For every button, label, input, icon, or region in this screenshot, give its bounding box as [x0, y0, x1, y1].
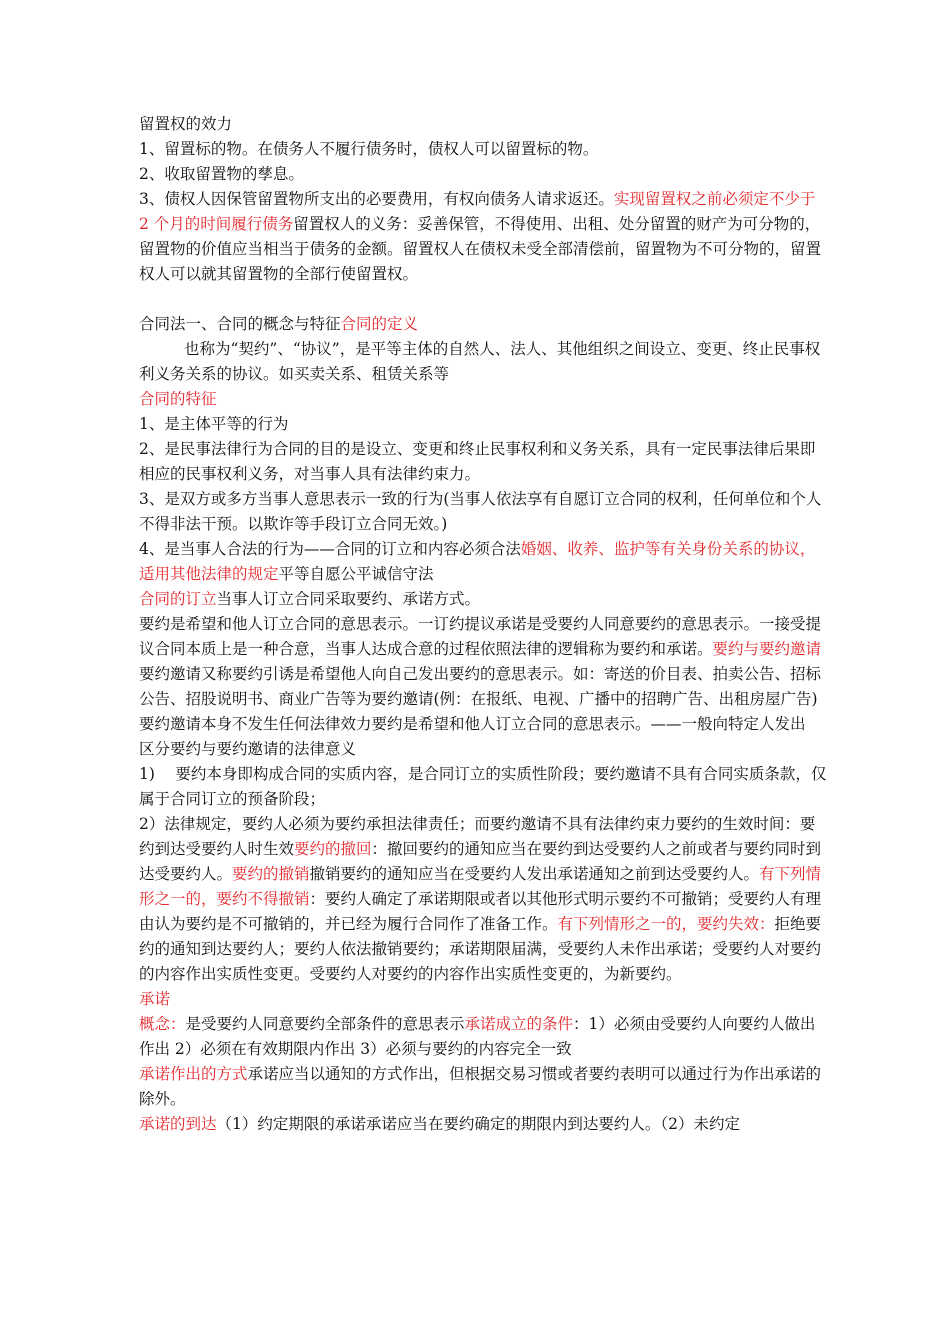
- heading-contract-law: [139, 312, 829, 337]
- acceptance-method: [139, 1062, 829, 1112]
- body-text: 2）法律规定，要约人必须为要约承担法律责任；而要约邀请不具有法律约束力要约的生效时间：要约到达受要约人时生效: [139, 815, 816, 858]
- offer-definition: [139, 612, 829, 662]
- body-text: 平等自愿公平诚信守法: [278, 565, 434, 583]
- body-text: 合同法一、合同的概念与特征: [139, 315, 341, 333]
- body-text: ：1）必须由受要约人向要约人做出作出 2）必须在有效期限内作出 3）必须与要约的内容完全一致: [139, 1015, 816, 1058]
- body-text: 要约邀请又称要约引诱是希望他人向自己发出要约的意思表示。如：寄送的价目表、拍卖公告、招标公告、招股说明书、商业广告等为要约邀请(例：在报纸、电视、广播中的招聘广告、出租房屋广告)要约邀请本身不发生任何法律效力要约是希望和他人订立合同的意思表示。——一般向特定人发出: [139, 665, 822, 733]
- body-text: 留置权人的义务：妥善保管，不得使用、出租、处分留置的财产为可分物的，留置物的价值应当相当于债务的金额。留置权人在债权未受全部清偿前，留置物为不可分物的，留置权人可以就其留置物的全部行使留置权。: [139, 215, 822, 283]
- distinction-heading: [139, 737, 829, 762]
- body-text: 是受要约人同意要约全部条件的意思表示: [185, 1015, 465, 1033]
- body-text: ：撤回要约的通知应当在要约到达受要约人之前或者与要约同时到达受要约人。: [139, 840, 822, 883]
- highlighted-text: 概念：: [139, 1015, 186, 1033]
- distinction-1: [139, 762, 829, 812]
- body-text: 区分要约与要约邀请的法律意义: [139, 740, 357, 758]
- highlighted-text: 要约的撤回: [294, 840, 372, 858]
- highlighted-text: 要约与要约邀请: [712, 640, 822, 658]
- body-text: 1) 要约本身即构成合同的实质内容，是合同订立的实质性阶段；要约邀请不具有合同实质条款，仅属于合同订立的预备阶段；: [139, 765, 827, 808]
- feature-4: [139, 537, 829, 587]
- highlighted-text: 承诺成立的条件: [464, 1015, 574, 1033]
- highlighted-text: 有下列情形之一的，要约不得撤销: [139, 865, 822, 908]
- body-text: 拒绝要约的通知到达要约人；要约人依法撤销要约；承诺期限届满，受要约人未作出承诺；受要约人对要约的内容作出实质性变更。受要约人对要约的内容作出实质性变更的，为新要约。: [139, 915, 822, 983]
- highlighted-text: 承诺作出的方式: [139, 1065, 248, 1083]
- highlighted-text: 承诺: [139, 990, 171, 1008]
- body-text: 1、是主体平等的行为: [139, 415, 289, 433]
- body-text: 也称为“契约”、“协议”，是平等主体的自然人、法人、其他组织之间设立、变更、终止民事权利义务关系的协议。如买卖关系、租赁关系等: [139, 340, 821, 383]
- feature-3: [139, 487, 829, 537]
- body-text: 当事人订立合同采取要约、承诺方式。: [216, 590, 481, 608]
- document-body: [139, 112, 829, 1137]
- highlighted-text: 实现留置权之前必须定不少于 2 个月的时间履行债务: [139, 190, 816, 233]
- body-text: 留置权的效力: [139, 115, 233, 133]
- body-text: 承诺应当以通知的方式作出，但根据交易习惯或者要约表明可以通过行为作出承诺的除外。: [139, 1065, 822, 1108]
- highlighted-text: 婚姻、收养、监护等有关身份关系的协议，适用其他法律的规定: [139, 540, 816, 583]
- lien-item-3: [139, 187, 829, 287]
- acceptance-concept: [139, 1012, 829, 1062]
- heading-lien-effect: [139, 112, 829, 137]
- contract-formation: [139, 587, 829, 612]
- highlighted-text: 要约的撤销: [232, 865, 310, 883]
- body-text: ：要约人确定了承诺期限或者以其他形式明示要约不可撤销；受要约人有理由认为要约是不可撤销的，并已经为履行合同作了准备工作。: [139, 890, 822, 933]
- lien-item-1: [139, 137, 829, 162]
- highlighted-text: 合同的定义: [340, 315, 419, 333]
- contract-definition: [139, 337, 829, 387]
- highlighted-text: 合同的特征: [139, 390, 217, 408]
- body-text: 撤销要约的通知应当在受要约人发出承诺通知之前到达受要约人。: [309, 865, 760, 883]
- heading-contract-features: [139, 387, 829, 412]
- body-text: 1、留置标的物。在债务人不履行债务时，债权人可以留置标的物。: [139, 140, 599, 158]
- body-text: 3、是双方或多方当事人意思表示一致的行为(当事人依法享有自愿订立合同的权利，任何单位和个人不得非法干预。以欺诈等手段订立合同无效。): [139, 490, 822, 533]
- highlighted-text: 承诺的到达: [139, 1115, 217, 1133]
- invitation-definition: [139, 662, 829, 737]
- body-text: 2、收取留置物的孳息。: [139, 165, 304, 183]
- highlighted-text: 合同的订立: [139, 590, 217, 608]
- highlighted-text: 有下列情形之一的，要约失效：: [557, 915, 775, 933]
- distinction-2: [139, 812, 829, 987]
- body-text: （1）约定期限的承诺承诺应当在要约确定的期限内到达要约人。（2）未约定: [216, 1115, 740, 1133]
- feature-2: [139, 437, 829, 487]
- body-text: 要约是希望和他人订立合同的意思表示。一订约提议承诺是受要约人同意要约的意思表示。一接受提议合同本质上是一种合意，当事人达成合意的过程依照法律的逻辑称为要约和承诺。: [139, 615, 822, 658]
- feature-1: [139, 412, 829, 437]
- paragraph-spacer: [139, 287, 829, 312]
- body-text: 2、是民事法律行为合同的目的是设立、变更和终止民事权利和义务关系，具有一定民事法律后果即相应的民事权利义务，对当事人具有法律约束力。: [139, 440, 816, 483]
- body-text: 4、是当事人合法的行为——合同的订立和内容必须合法: [139, 540, 521, 558]
- body-text: 3、债权人因保管留置物所支出的必要费用，有权向债务人请求返还。: [139, 190, 614, 208]
- lien-item-2: [139, 162, 829, 187]
- heading-acceptance: [139, 987, 829, 1012]
- acceptance-arrival: [139, 1112, 829, 1137]
